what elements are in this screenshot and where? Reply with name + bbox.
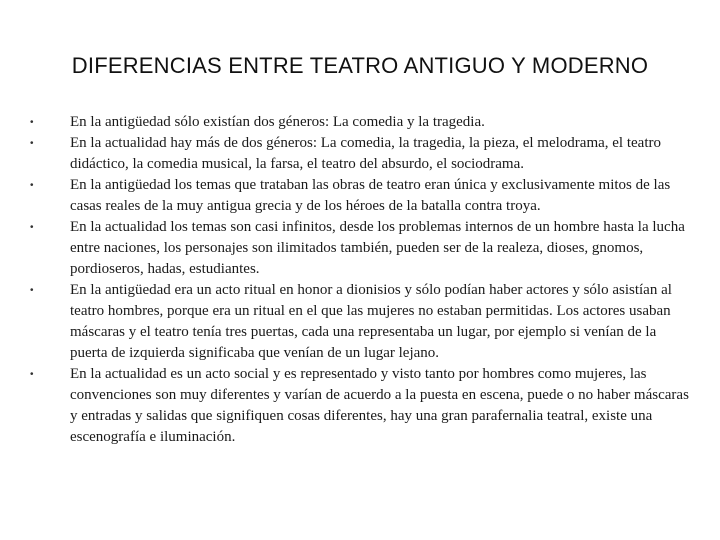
slide-title: DIFERENCIAS ENTRE TEATRO ANTIGUO Y MODERNO <box>71 53 649 78</box>
bullet-text: En la antigüedad era un acto ritual en honor a dionisios y sólo podían haber actores y sólo asistían al teatro hombres, porque era un ritual en el que las mujeres no estaban permitidas. Los actores usaban máscaras y el teatro tenía tres puertas, cada una representaba un lugar, por ejemplo si venían de la puerta de izquierda significaba que venían de un lugar lejano. <box>70 282 672 361</box>
bullet-text: En la actualidad es un acto social y es representado y visto tanto por hombres como mujeres, las convenciones son muy diferentes y varían de acuerdo a la puesta en escena, puede o no haber máscaras y entradas y salidas que signifiquen cosas diferentes, hay una gran parafernalia teatral, existe una escenografía e iluminación. <box>70 366 689 445</box>
bullet-icon: • <box>30 180 34 191</box>
bullet-icon: • <box>30 369 34 380</box>
bullet-list <box>30 112 690 448</box>
bullet-icon: • <box>30 285 34 296</box>
bullet-text: En la actualidad hay más de dos géneros: La comedia, la tragedia, la pieza, el melodrama, el teatro didáctico, la comedia musical, la farsa, el teatro del absurdo, el sociodrama. <box>70 135 661 172</box>
bullet-item <box>30 133 690 175</box>
bullet-text: En la actualidad los temas son casi infinitos, desde los problemas internos de un hombre hasta la lucha entre naciones, los personajes son ilimitados también, pueden ser de la realeza, dioses, gnomos, pordioseros, hadas, estudiantes. <box>70 219 685 277</box>
bullet-item <box>30 112 690 133</box>
bullet-item <box>30 217 690 280</box>
bullet-text: En la antigüedad los temas que trataban las obras de teatro eran única y exclusivamente mitos de las casas reales de la muy antigua grecia y de los héroes de la batalla contra troya. <box>70 177 671 214</box>
bullet-icon: • <box>30 138 34 149</box>
bullet-item <box>30 280 690 364</box>
bullet-text: En la antigüedad sólo existían dos géneros: La comedia y la tragedia. <box>70 114 485 130</box>
bullet-item <box>30 175 690 217</box>
bullet-icon: • <box>30 222 34 233</box>
bullet-icon: • <box>30 117 34 128</box>
bullet-item <box>30 364 690 448</box>
